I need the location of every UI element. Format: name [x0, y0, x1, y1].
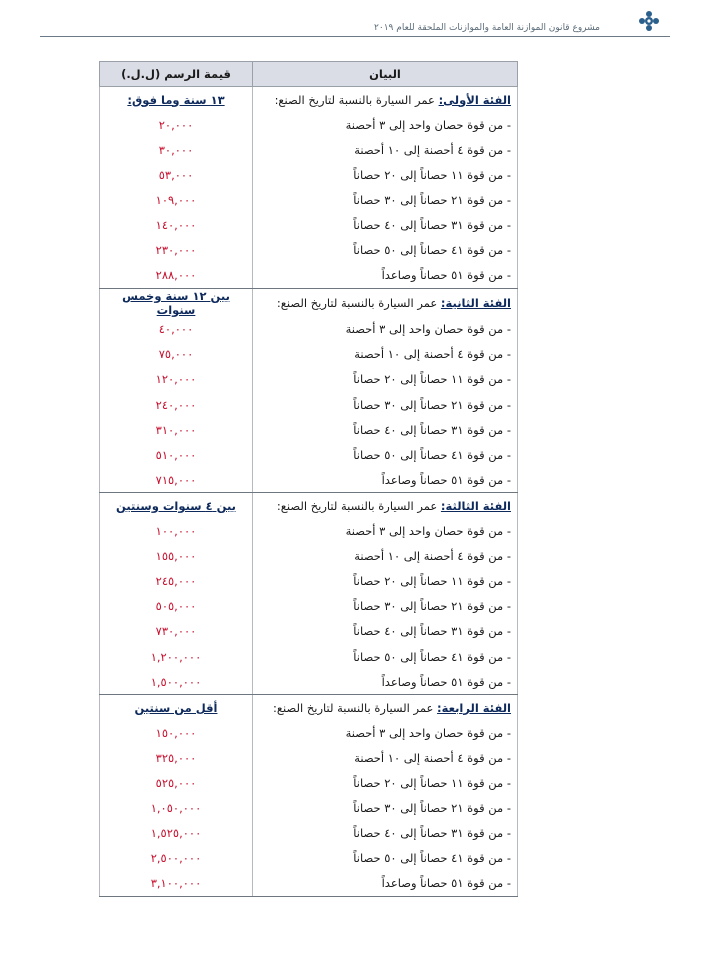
table-row	[100, 467, 518, 493]
fee-value: ٢,٥٠٠,٠٠٠	[100, 846, 253, 871]
horsepower-range: - من قوة ١١ حصاناً إلى ٢٠ حصاناً	[253, 569, 518, 594]
category-text: عمر السيارة بالنسبة لتاريخ الصنع:	[274, 92, 439, 107]
table-row	[100, 770, 518, 795]
horsepower-range: - من قوة ٥١ حصاناً وصاعداً	[253, 669, 518, 695]
fee-value: ١٥٥,٠٠٠	[100, 544, 253, 569]
table-row	[100, 342, 518, 367]
table-row	[100, 594, 518, 619]
header-title: مشروع قانون الموازنة العامة والموازنات الملحقة للعام ٢٠١٩	[374, 23, 600, 33]
fee-value: ٢٤٠,٠٠٠	[100, 392, 253, 417]
horsepower-range: - من قوة ٢١ حصاناً إلى ٣٠ حصاناً	[253, 594, 518, 619]
emblem-icon	[636, 10, 662, 32]
horsepower-range: - من قوة ٤١ حصاناً إلى ٥٠ حصاناً	[253, 238, 518, 263]
category-row	[100, 493, 518, 519]
fee-value: ٣٠,٠٠٠	[100, 137, 253, 162]
column-header-fee-value: قيمة الرسم (ل.ل.)	[100, 62, 253, 87]
table-row	[100, 720, 518, 745]
category-label: الفئة الثانية:	[440, 295, 511, 310]
category-age: بين ٤ سنوات وسنتين	[100, 493, 253, 519]
table-row	[100, 212, 518, 237]
fee-value: ١٠٩,٠٠٠	[100, 187, 253, 212]
category-age: أقل من سنتين	[100, 695, 253, 721]
table-row	[100, 745, 518, 770]
horsepower-range: - من قوة ٥١ حصاناً وصاعداً	[253, 263, 518, 289]
fee-value: ١,٥٠٠,٠٠٠	[100, 669, 253, 695]
table-row	[100, 619, 518, 644]
horsepower-range: - من قوة ٤ أحصنة إلى ١٠ أحصنة	[253, 137, 518, 162]
table-row	[100, 871, 518, 897]
category-description	[253, 87, 518, 113]
horsepower-range: - من قوة حصان واحد إلى ٣ أحصنة	[253, 720, 518, 745]
fee-value: ١,٢٠٠,٠٠٠	[100, 644, 253, 669]
fee-value: ٧١٥,٠٠٠	[100, 467, 253, 493]
horsepower-range: - من قوة ٤ أحصنة إلى ١٠ أحصنة	[253, 544, 518, 569]
table-body	[100, 87, 518, 897]
column-header-description: البيان	[253, 62, 518, 87]
horsepower-range: - من قوة ٣١ حصاناً إلى ٤٠ حصاناً	[253, 417, 518, 442]
table-row	[100, 162, 518, 187]
category-row	[100, 87, 518, 113]
fee-value: ٢٨٨,٠٠٠	[100, 263, 253, 289]
fee-value: ٧٣٠,٠٠٠	[100, 619, 253, 644]
category-description	[253, 288, 518, 317]
category-age: ١٣ سنة وما فوق:	[100, 87, 253, 113]
fee-value: ١٥٠,٠٠٠	[100, 720, 253, 745]
category-description	[253, 695, 518, 721]
category-label: الفئة الثالثة:	[440, 498, 511, 513]
fee-value: ٥٣,٠٠٠	[100, 162, 253, 187]
horsepower-range: - من قوة ٢١ حصاناً إلى ٣٠ حصاناً	[253, 187, 518, 212]
fee-value: ٥٢٥,٠٠٠	[100, 770, 253, 795]
horsepower-range: - من قوة ١١ حصاناً إلى ٢٠ حصاناً	[253, 162, 518, 187]
category-row	[100, 288, 518, 317]
fee-value: ٣٢٥,٠٠٠	[100, 745, 253, 770]
table-row	[100, 417, 518, 442]
table-row	[100, 238, 518, 263]
horsepower-range: - من قوة حصان واحد إلى ٣ أحصنة	[253, 112, 518, 137]
table-header-row	[100, 62, 518, 87]
horsepower-range: - من قوة ٥١ حصاناً وصاعداً	[253, 871, 518, 897]
horsepower-range: - من قوة ٣١ حصاناً إلى ٤٠ حصاناً	[253, 619, 518, 644]
fee-value: ٤٠,٠٠٠	[100, 317, 253, 342]
horsepower-range: - من قوة ٣١ حصاناً إلى ٤٠ حصاناً	[253, 212, 518, 237]
fee-value: ٢٠,٠٠٠	[100, 112, 253, 137]
category-text: عمر السيارة بالنسبة لتاريخ الصنع:	[276, 498, 441, 513]
horsepower-range: - من قوة حصان واحد إلى ٣ أحصنة	[253, 519, 518, 544]
horsepower-range: - من قوة ٢١ حصاناً إلى ٣٠ حصاناً	[253, 392, 518, 417]
horsepower-range: - من قوة ٤١ حصاناً إلى ٥٠ حصاناً	[253, 442, 518, 467]
fee-value: ٣,١٠٠,٠٠٠	[100, 871, 253, 897]
page-header	[40, 8, 670, 38]
fee-value: ٧٥,٠٠٠	[100, 342, 253, 367]
category-label: الفئة الأولى:	[438, 92, 511, 107]
fee-value: ٣١٠,٠٠٠	[100, 417, 253, 442]
fee-value: ١٤٠,٠٠٠	[100, 212, 253, 237]
table-row	[100, 519, 518, 544]
horsepower-range: - من قوة حصان واحد إلى ٣ أحصنة	[253, 317, 518, 342]
fee-value: ١,٠٥٠,٠٠٠	[100, 796, 253, 821]
table-row	[100, 317, 518, 342]
table-row	[100, 669, 518, 695]
horsepower-range: - من قوة ٤ أحصنة إلى ١٠ أحصنة	[253, 342, 518, 367]
header-rule	[40, 36, 670, 37]
fees-table	[99, 61, 518, 897]
table-row	[100, 112, 518, 137]
table-row	[100, 544, 518, 569]
table-row	[100, 644, 518, 669]
horsepower-range: - من قوة ٤ أحصنة إلى ١٠ أحصنة	[253, 745, 518, 770]
fee-value: ١,٥٢٥,٠٠٠	[100, 821, 253, 846]
table-row	[100, 821, 518, 846]
table-row	[100, 392, 518, 417]
horsepower-range: - من قوة ٥١ حصاناً وصاعداً	[253, 467, 518, 493]
fee-value: ٥٠٥,٠٠٠	[100, 594, 253, 619]
category-age: بين ١٢ سنة وخمس سنوات	[100, 288, 253, 317]
table-row	[100, 846, 518, 871]
horsepower-range: - من قوة ٣١ حصاناً إلى ٤٠ حصاناً	[253, 821, 518, 846]
table-row	[100, 137, 518, 162]
table-row	[100, 263, 518, 289]
fee-value: ١٠٠,٠٠٠	[100, 519, 253, 544]
horsepower-range: - من قوة ١١ حصاناً إلى ٢٠ حصاناً	[253, 367, 518, 392]
fee-value: ٢٤٥,٠٠٠	[100, 569, 253, 594]
fee-value: ٥١٠,٠٠٠	[100, 442, 253, 467]
table-row	[100, 367, 518, 392]
horsepower-range: - من قوة ٤١ حصاناً إلى ٥٠ حصاناً	[253, 846, 518, 871]
table-row	[100, 569, 518, 594]
horsepower-range: - من قوة ١١ حصاناً إلى ٢٠ حصاناً	[253, 770, 518, 795]
table-row	[100, 187, 518, 212]
horsepower-range: - من قوة ٢١ حصاناً إلى ٣٠ حصاناً	[253, 796, 518, 821]
category-text: عمر السيارة بالنسبة لتاريخ الصنع:	[273, 700, 438, 715]
category-description	[253, 493, 518, 519]
category-row	[100, 695, 518, 721]
fee-value: ٢٣٠,٠٠٠	[100, 238, 253, 263]
table-row	[100, 796, 518, 821]
category-label: الفئة الرابعة:	[437, 700, 511, 715]
category-text: عمر السيارة بالنسبة لتاريخ الصنع:	[276, 295, 441, 310]
fee-value: ١٢٠,٠٠٠	[100, 367, 253, 392]
table-row	[100, 442, 518, 467]
horsepower-range: - من قوة ٤١ حصاناً إلى ٥٠ حصاناً	[253, 644, 518, 669]
